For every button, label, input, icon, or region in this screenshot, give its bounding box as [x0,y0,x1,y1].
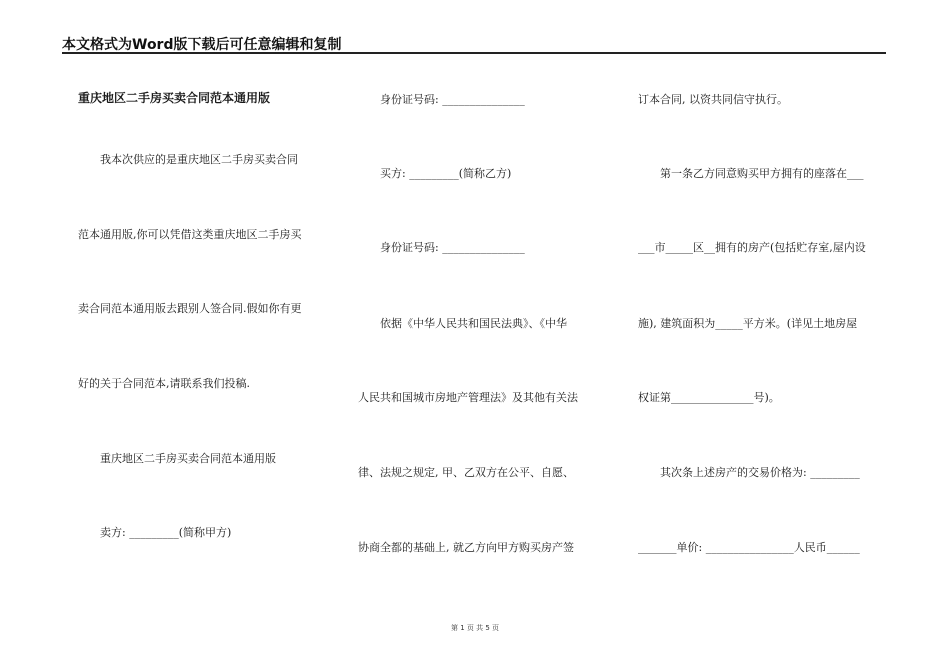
paragraph-line: 身份证号码: _______________ [358,93,525,106]
paragraph-line: ___市_____区__拥有的房产(包括贮存室,屋内设 [638,241,866,254]
paragraph-line: 重庆地区二手房买卖合同范本通用版 [78,452,276,465]
paragraph-line: 我本次供应的是重庆地区二手房买卖合同 [78,153,298,166]
paragraph-line: 协商全都的基础上, 就乙方向甲方购买房产签 [358,541,574,554]
paragraph-line: 人民共和国城市房地产管理法》及其他有关法 [358,391,578,404]
paragraph-line: 施), 建筑面积为_____平方米。(详见土地房屋 [638,317,858,330]
paragraph-line: 范本通用版,你可以凭借这类重庆地区二手房买 [78,228,302,241]
paragraph-line: 好的关于合同范本,请联系我们投稿. [78,377,250,390]
paragraph-line: 其次条上述房产的交易价格为: _________ [638,466,860,479]
paragraph-line: 订本合同, 以资共同信守执行。 [638,93,788,106]
document-banner: 本文格式为Word版下载后可任意编辑和复制 [62,37,342,53]
paragraph-line: 权证第_______________号)。 [638,391,780,404]
paragraph-line: 卖合同范本通用版去跟别人签合同.假如你有更 [78,302,302,315]
paragraph-line: 第一条乙方同意购买甲方拥有的座落在___ [638,167,864,180]
paragraph-line: 依据《中华人民共和国民法典》、《中华 [358,317,567,330]
page-number: 第 1 页 共 5 页 [450,624,500,632]
paragraph-line: 身份证号码: _______________ [358,241,525,254]
header-rule [62,52,886,54]
paragraph-line: 律、法规之规定, 甲、乙双方在公平、自愿、 [358,466,574,479]
paragraph-line: 卖方: _________(简称甲方) [78,526,232,539]
document-title: 重庆地区二手房买卖合同范本通用版 [78,91,271,105]
paragraph-line: _______单价: ________________人民币______ [638,541,860,554]
paragraph-line: 买方: _________(简称乙方) [358,167,512,180]
